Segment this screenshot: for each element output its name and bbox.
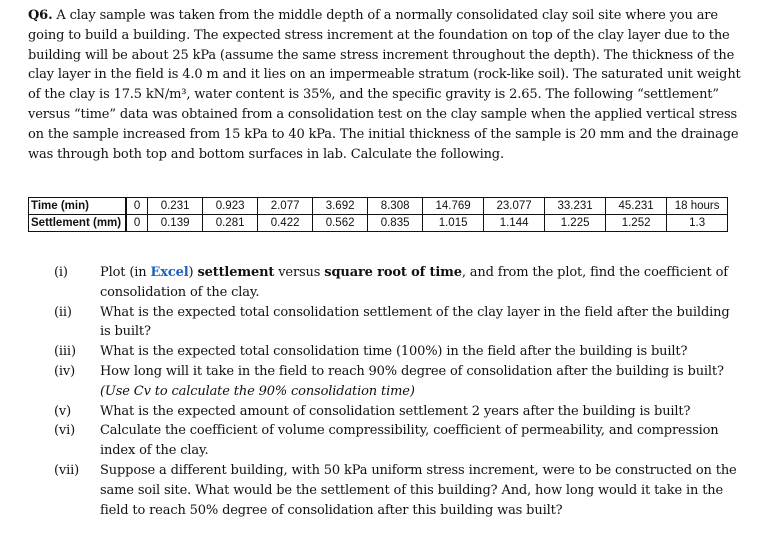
time-cell: 3.692 — [313, 198, 368, 215]
settlement-cell: 1.225 — [545, 215, 606, 232]
time-cell: 0 — [126, 198, 148, 215]
question-text: Plot (in Excel) settlement versus square root of time, and from the plot, find the coefficient of consolidation of the clay. — [100, 265, 728, 300]
question-text: What is the expected total consolidation time (100%) in the field after the building is built? — [100, 344, 688, 360]
time-row — [29, 198, 728, 215]
settlement-row-header: Settlement (mm) — [29, 215, 127, 232]
question-item — [54, 402, 744, 422]
settlement-row — [29, 215, 728, 232]
question-text: What is the expected amount of consolidation settlement 2 years after the building is built? — [100, 403, 691, 419]
question-label: (v) — [54, 403, 72, 419]
question-label: (ii) — [54, 304, 72, 320]
time-cell: 2.077 — [258, 198, 313, 215]
question-item — [54, 362, 744, 402]
question-item — [54, 303, 744, 343]
time-cell: 0.231 — [148, 198, 203, 215]
time-cell: 18 hours — [667, 198, 728, 215]
question-label: (vii) — [54, 462, 80, 478]
question-list — [54, 263, 744, 520]
settlement-cell: 0.281 — [203, 215, 258, 232]
time-cell: 45.231 — [606, 198, 667, 215]
problem-statement — [28, 6, 750, 164]
time-cell: 14.769 — [423, 198, 484, 215]
settlement-cell: 1.144 — [484, 215, 545, 232]
settlement-cell: 1.3 — [667, 215, 728, 232]
time-cell: 23.077 — [484, 198, 545, 215]
question-label: (iii) — [54, 344, 76, 360]
question-label: (vi) — [54, 423, 76, 439]
settlement-time-table — [28, 197, 728, 232]
settlement-cell: 0 — [126, 215, 148, 232]
question-note: (Use Cv to calculate the 90% consolidation time) — [100, 383, 415, 399]
settlement-cell: 1.015 — [423, 215, 484, 232]
settlement-cell: 0.139 — [148, 215, 203, 232]
time-row-header: Time (min) — [29, 198, 127, 215]
question-item — [54, 263, 744, 303]
question-text: How long will it take in the field to reach 90% degree of consolidation after the building is built? (Use Cv to calculate the 90% consolidation time) — [100, 363, 724, 399]
question-item — [54, 461, 744, 520]
time-cell: 8.308 — [368, 198, 423, 215]
question-number: Q6. — [28, 8, 53, 23]
question-label: (i) — [54, 265, 68, 280]
problem-text: A clay sample was taken from the middle depth of a normally consolidated clay soil site where you are going to build a building. The expected stress increment at the foundation on top of the clay layer due to the building will be about 25 kPa (assume the same stress increment throughout the depth). The thickness of the clay layer in the field is 4.0 m and it lies on an impermeable stratum (rock-like soil). The saturated unit weight of the clay is 17.5 kN/m³, water content is 35%, and the specific gravity is 2.65. The following “settlement” versus “time” data was obtained from a consolidation test on the clay sample when the applied vertical stress on the sample increased from 15 kPa to 40 kPa. The initial thickness of the sample is 20 mm and the drainage was through both top and bottom surfaces in lab. Calculate the following. — [28, 8, 741, 162]
question-text: What is the expected total consolidation settlement of the clay layer in the field after the building is built? — [100, 304, 730, 340]
settlement-cell: 0.835 — [368, 215, 423, 232]
question-text: Suppose a different building, with 50 kPa uniform stress increment, were to be constructed on the same soil site. What would be the settlement of this building? And, how long would it take in the field to reach 50% degree of consolidation after this building was built? — [100, 462, 737, 518]
question-item — [54, 342, 744, 362]
question-item — [54, 421, 744, 461]
time-cell: 0.923 — [203, 198, 258, 215]
excel-keyword: Excel — [150, 265, 189, 280]
settlement-cell: 1.252 — [606, 215, 667, 232]
time-cell: 33.231 — [545, 198, 606, 215]
settlement-cell: 0.562 — [313, 215, 368, 232]
question-text: Calculate the coefficient of volume compressibility, coefficient of permeability, and compression index of the clay. — [100, 423, 719, 459]
settlement-cell: 0.422 — [258, 215, 313, 232]
question-label: (iv) — [54, 363, 76, 379]
